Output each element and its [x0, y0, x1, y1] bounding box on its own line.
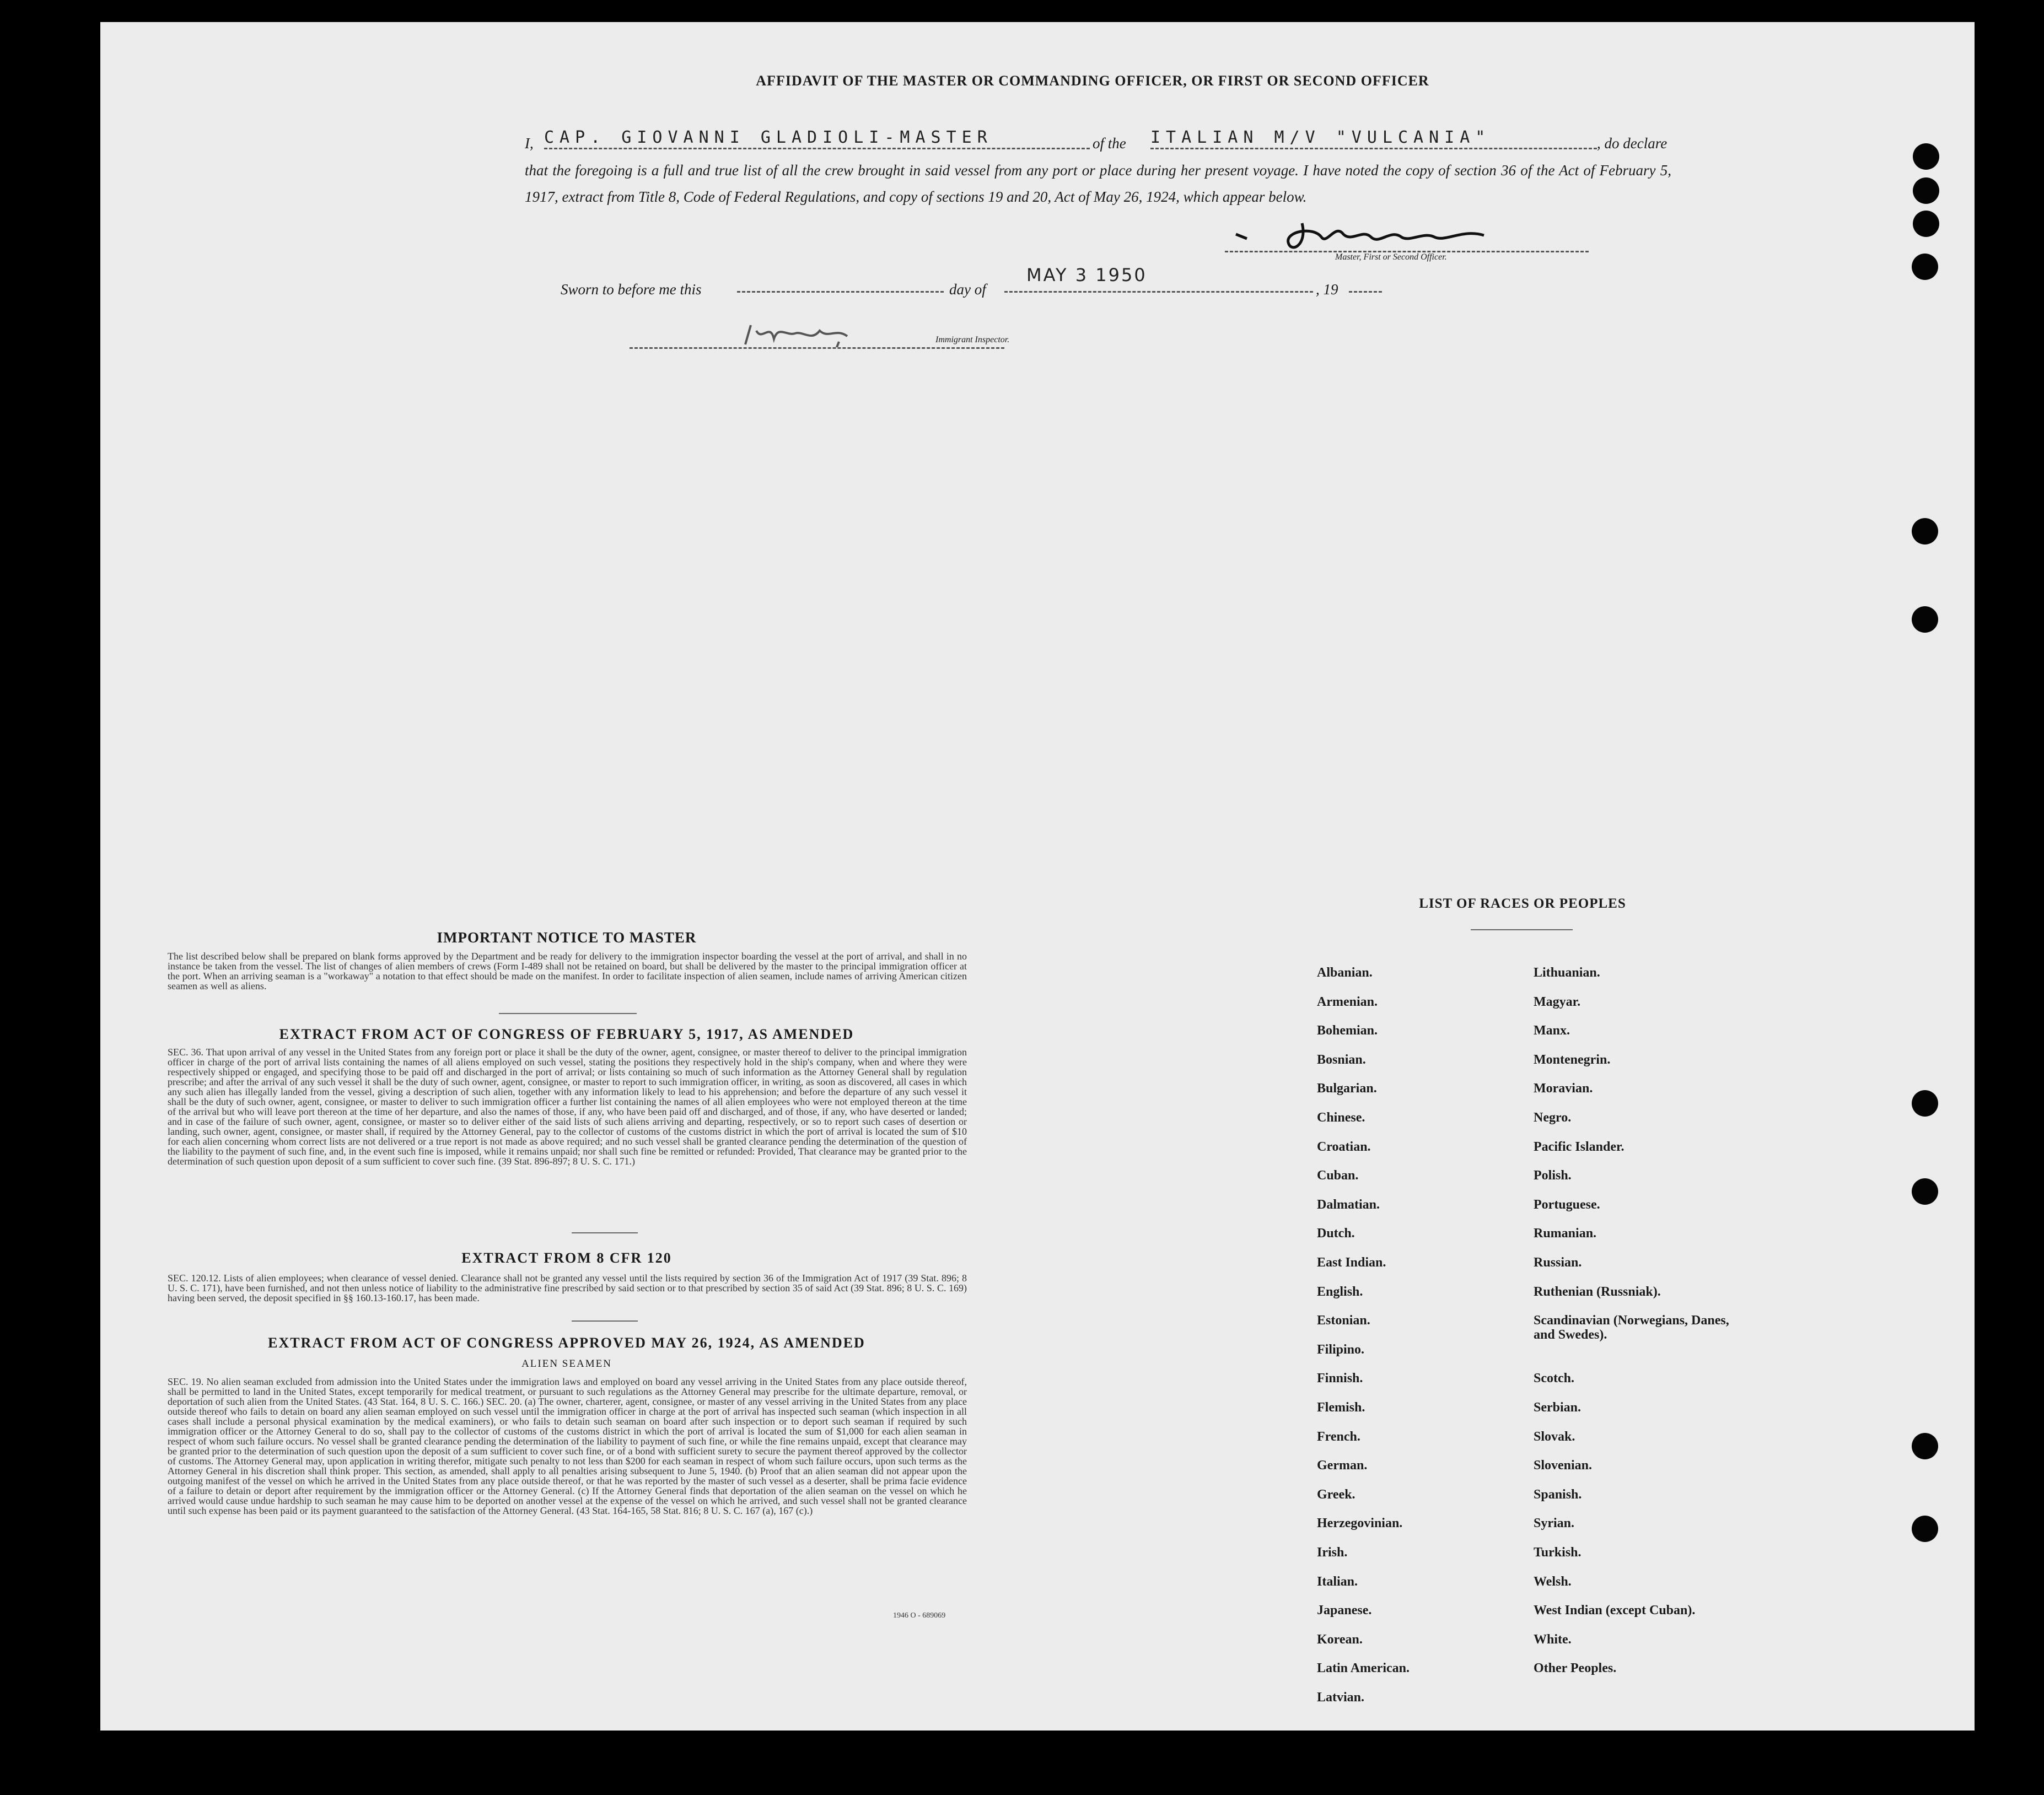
- race-item: Finnish.: [1317, 1371, 1363, 1386]
- document-page: [100, 22, 1975, 1731]
- race-item: Portuguese.: [1534, 1198, 1600, 1212]
- race-item: Magyar.: [1534, 995, 1581, 1009]
- extract-1924-text: SEC. 19. No alien seaman excluded from admission into the United States under the immigration laws and employed on board any vessel arriving in the United States from any place outside thereof, shall be permitted to land in the United States, except temporarily for medical treatment, or pursuant to such regulations as the Attorney General may prescribe for the ultimate departure, removal, or deportation of such alien from the United States. (43 Stat. 164, 8 U. S. C. 166.) SEC. 20. (a) The owner, charterer, agent, consignee, or master of any vessel arriving in the United States from any place outside thereof who fails to detain on board any alien seaman employed on such vessel until the immigration officer in charge at the port of arrival has inspected such seaman (which inspection in all cases shall include a personal physical examination by the medical examiners), or who fails to detain such seaman on board after such inspection or to deport such seaman if required by such immigration officer or the Attorney General to do so, shall pay to the collector of customs of the customs district in which the port of arrival is located the sum of $1,000 for each alien seaman in respect of whom such failure occurs. No vessel shall be granted clearance pending the determination of the liability to payment of such fine, or while the fine remains unpaid, except that clearance may be granted prior to the determination of such question upon the deposit of a sum sufficient to cover such fine, or of a bond with sufficient surety to secure the payment thereof approved by the collector of customs. The Attorney General may, upon application in writing therefor, mitigate such penalty to not less than $200 for each seaman in respect of whom such failure occurs, upon such terms as the Attorney General in his discretion shall think proper. This section, as amended, shall apply to all penalties arising subsequent to June 5, 1940. (b) Proof that an alien seaman did not appear upon the outgoing manifest of the vessel on which he arrived in the United States from any place outside thereof, or that he was reported by the master of such vessel as a deserter, shall be prima facie evidence of a failure to detain or deport after requirement by the immigration officer or the Attorney General. (c) If the Attorney General finds that deportation of the alien seaman on the vessel on which he arrived would cause undue hardship to such seaman he may cause him to be deported on another vessel at the expense of the vessel on which he arrived, and such vessel shall not be granted clearance until such expense has been paid or its payment guaranteed to the satisfaction of the Attorney General. (43 Stat. 164-165, 58 Stat. 816; 8 U. S. C. 167 (a), 167 (c).): [168, 1376, 967, 1516]
- vessel-name-field: ITALIAN M/V "VULCANIA": [1150, 128, 1597, 149]
- sworn-day-blank: [737, 291, 944, 293]
- officer-caption: Master, First or Second Officer.: [1335, 252, 1447, 262]
- year-blank: [1349, 291, 1382, 293]
- i-label: I,: [525, 135, 534, 152]
- divider: [499, 1013, 637, 1014]
- race-item: Korean.: [1317, 1632, 1363, 1647]
- race-item: Manx.: [1534, 1023, 1570, 1038]
- race-item: West Indian (except Cuban).: [1534, 1603, 1696, 1618]
- affidavit-title: AFFIDAVIT OF THE MASTER OR COMMANDING OFFICER, OR FIRST OR SECOND OFFICER: [756, 73, 1429, 89]
- day-of-label: day of: [949, 281, 986, 298]
- race-item: Scotch.: [1534, 1371, 1574, 1386]
- race-item: Other Peoples.: [1534, 1661, 1617, 1675]
- punch-hole: [1913, 143, 1939, 170]
- officer-signature: [1225, 212, 1589, 251]
- race-item: Welsh.: [1534, 1575, 1572, 1589]
- race-item: Slovenian.: [1534, 1458, 1593, 1473]
- do-declare-label: , do declare: [1597, 135, 1668, 152]
- sworn-month-blank: [1004, 291, 1313, 293]
- punch-hole: [1912, 1090, 1938, 1117]
- race-item: Bulgarian.: [1317, 1081, 1377, 1096]
- race-item: Polish.: [1534, 1168, 1572, 1183]
- punch-hole: [1912, 254, 1938, 280]
- declaration-text: that the foregoing is a full and true list of all the crew brought in said vessel from any port or place during her present voyage. I have noted the copy of section 36 of the Act of February 5, 1917, extract from Title 8, Code of Federal Regulations, and copy of sections 19 and 20, Act of May 26, 1924, which appear below.: [525, 162, 1671, 205]
- race-item: Albanian.: [1317, 966, 1373, 980]
- race-item: Irish.: [1317, 1545, 1348, 1560]
- race-item: East Indian.: [1317, 1255, 1386, 1270]
- race-item: Japanese.: [1317, 1603, 1372, 1618]
- race-item: Syrian.: [1534, 1516, 1575, 1530]
- punch-hole: [1912, 1516, 1938, 1542]
- race-item: Rumanian.: [1534, 1226, 1597, 1241]
- race-item: Chinese.: [1317, 1111, 1365, 1125]
- officer-signature-line: [1225, 212, 1589, 252]
- race-item: Slovak.: [1534, 1430, 1575, 1444]
- punch-hole: [1912, 1178, 1938, 1205]
- divider: [572, 1232, 638, 1233]
- punch-hole: [1912, 518, 1938, 545]
- race-item: White.: [1534, 1632, 1572, 1647]
- race-item: Dalmatian.: [1317, 1198, 1380, 1212]
- race-item: Ruthenian (Russniak).: [1534, 1285, 1661, 1299]
- race-item: Latvian.: [1317, 1690, 1365, 1705]
- race-item: Montenegrin.: [1534, 1053, 1611, 1067]
- race-item: Bosnian.: [1317, 1053, 1366, 1067]
- race-item: Dutch.: [1317, 1226, 1355, 1241]
- race-item: German.: [1317, 1458, 1368, 1473]
- race-item: Estonian.: [1317, 1313, 1370, 1328]
- race-item: Lithuanian.: [1534, 966, 1600, 980]
- race-item: Russian.: [1534, 1255, 1582, 1270]
- sworn-label: Sworn to before me this: [561, 281, 702, 298]
- punch-hole: [1912, 1433, 1938, 1459]
- notice-title: IMPORTANT NOTICE TO MASTER: [437, 929, 697, 946]
- print-code: 1946 O - 689069: [893, 1611, 946, 1620]
- race-item: Armenian.: [1317, 995, 1378, 1009]
- master-name-field: CAP. GIOVANNI GLADIOLI-MASTER: [544, 128, 1090, 149]
- year-prefix: , 19: [1316, 281, 1338, 298]
- punch-hole: [1913, 211, 1939, 237]
- race-item: Italian.: [1317, 1575, 1358, 1589]
- of-the-label: of the: [1093, 135, 1126, 152]
- race-item: Serbian.: [1534, 1400, 1582, 1415]
- races-title: LIST OF RACES OR PEOPLES: [1419, 896, 1626, 911]
- race-item: Turkish.: [1534, 1545, 1582, 1560]
- divider: [572, 1320, 638, 1322]
- inspector-caption: Immigrant Inspector.: [935, 335, 1010, 344]
- race-item: Scandinavian (Norwegians, Danes, and Swedes).: [1534, 1313, 1729, 1342]
- race-item: Greek.: [1317, 1487, 1356, 1502]
- race-item: Pacific Islander.: [1534, 1140, 1625, 1154]
- extract-cfr-title: EXTRACT FROM 8 CFR 120: [461, 1250, 672, 1266]
- extract-cfr-text: SEC. 120.12. Lists of alien employees; when clearance of vessel denied. Clearance shall not be granted any vessel until the lists required by section 36 of the Immigration Act of 1917 (39 Stat. 896; 8 U. S. C. 171), have been furnished, and not then unless notice of liability to the administrative fine prescribed by said section or to that prescribed by section 35 of said Act (39 Stat. 896; 8 U. S. C. 169) having been served, the deposit specified in §§ 160.13-160.17, has been made.: [168, 1273, 967, 1303]
- race-item: French.: [1317, 1430, 1360, 1444]
- punch-hole: [1912, 606, 1938, 633]
- notice-text: The list described below shall be prepared on blank forms approved by the Department and be ready for delivery to the immigration inspector boarding the vessel at the port of arrival, and shall in no instance be taken from the vessel. The list of changes of alien members of crews (Form I-489 shall not be retained on board, but shall be delivered by the master to the principal immigration officer at the port. When an arriving seaman is a "workaway" a notation to that effect should be made on the manifest. In order to facilitate inspection of alien seamen, include names of arriving American citizen seamen as well as aliens.: [168, 951, 967, 991]
- alien-seamen-subtitle: ALIEN SEAMEN: [521, 1358, 612, 1370]
- race-item: Flemish.: [1317, 1400, 1365, 1415]
- extract-1917-text: SEC. 36. That upon arrival of any vessel in the United States from any foreign port or place it shall be the duty of the owner, agent, consignee, or master thereof to deliver to the principal immigration officer in charge of the port of arrival lists containing the names of all aliens employed on such vessel, stating the positions they respectively hold in the ship's company, when and where they were respectively shipped or engaged, and specifying those to be paid off and discharged in the port of arrival; or lists containing so much of such information as the Attorney General shall by regulation prescribe; and after the arrival of any such vessel it shall be the duty of such owner, agent, consignee, or master to report to such immigration officer, in writing, as soon as discovered, all cases in which any such alien has illegally landed from the vessel, giving a description of such alien, together with any information likely to lead to his apprehension; and before the departure of any such vessel it shall be the duty of such owner, agent, consignee, or master to deliver to such immigration officer a further list containing the names of all alien employees who were not employed thereon at the time of the arrival but who will leave port thereon at the time of her departure, and also the names of those, if any, who have been paid off and discharged, and of those, if any, who have deserted or landed; and in case of the failure of such owner, agent, consignee, or master so to deliver either of the said lists of such aliens arriving and departing, respectively, or so to report such cases of desertion or landing, such owner, agent, consignee, or master shall, if required by the Attorney General, pay to the collector of customs of the customs district in which the port of arrival is located the sum of $10 for each alien concerning whom correct lists are not delivered or a true report is not made as above required; and no such vessel shall be granted clearance pending the determination of the question of the liability to the payment of such fine, and, in the event such fine is imposed, while it remains unpaid; nor shall such fine be remitted or refunded: Provided, That clearance may be granted prior to the determination of such question upon deposit of a sum sufficient to cover such fine. (39 Stat. 896-897; 8 U. S. C. 171.): [168, 1047, 967, 1167]
- race-item: Croatian.: [1317, 1140, 1371, 1154]
- race-item: Bohemian.: [1317, 1023, 1378, 1038]
- race-item: Herzegovinian.: [1317, 1516, 1403, 1530]
- race-item: Latin American.: [1317, 1661, 1410, 1675]
- punch-hole: [1913, 177, 1939, 204]
- race-item: Negro.: [1534, 1111, 1572, 1125]
- divider: [1471, 929, 1573, 930]
- race-item: Filipino.: [1317, 1343, 1365, 1357]
- race-item: English.: [1317, 1285, 1363, 1299]
- date-stamp: MAY 3 1950: [1026, 265, 1147, 285]
- extract-1917-title: EXTRACT FROM ACT OF CONGRESS OF FEBRUARY 5, 1917, AS AMENDED: [279, 1026, 854, 1042]
- race-item: Moravian.: [1534, 1081, 1593, 1096]
- race-item: Cuban.: [1317, 1168, 1359, 1183]
- race-item: Spanish.: [1534, 1487, 1582, 1502]
- extract-1924-title: EXTRACT FROM ACT OF CONGRESS APPROVED MAY 26, 1924, AS AMENDED: [268, 1335, 865, 1351]
